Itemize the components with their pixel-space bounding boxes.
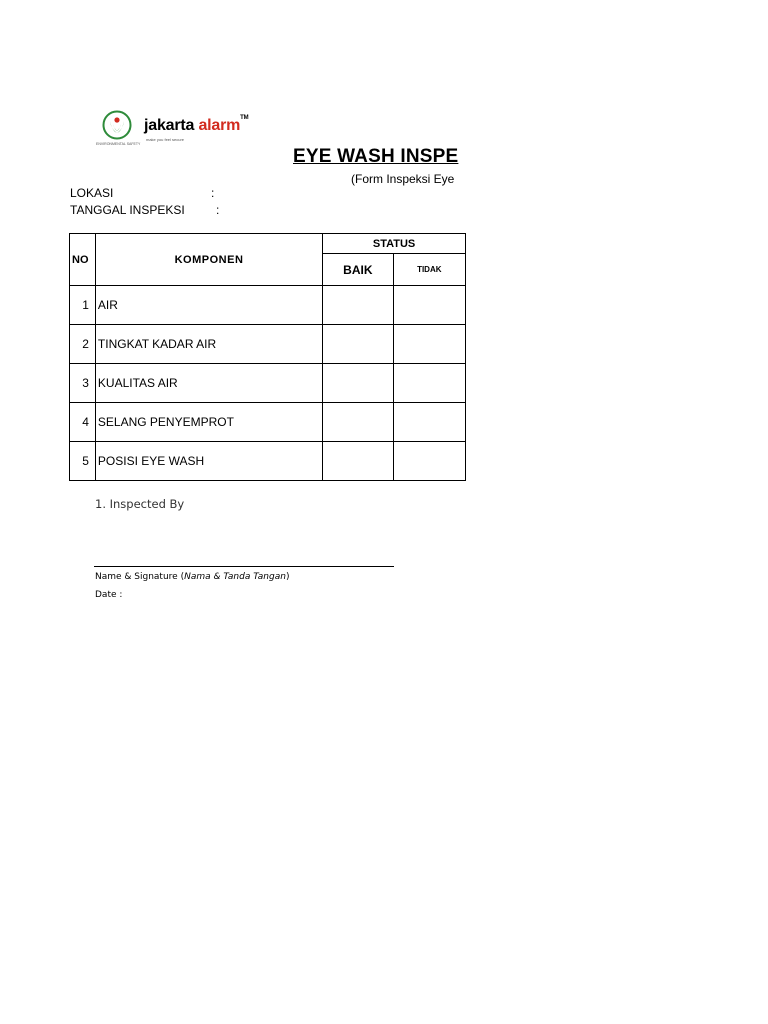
table-row [70, 403, 466, 442]
row-number: 5 [70, 442, 96, 481]
field-label-tanggal: TANGGAL INSPEKSI [70, 203, 185, 217]
column-header-komponen: KOMPONEN [95, 234, 322, 286]
logo-subtext: ENVIRONMENTAL SAFETY [96, 142, 141, 146]
row-number: 2 [70, 325, 96, 364]
row-komponen: AIR [95, 286, 322, 325]
tidak-cell[interactable] [393, 364, 465, 403]
signature-caption-italic: Nama & Tanda Tangan [184, 572, 286, 582]
table-row [70, 364, 466, 403]
baik-cell[interactable] [323, 325, 393, 364]
field-colon-lokasi: : [211, 186, 215, 200]
inspection-table [69, 233, 466, 481]
inspected-by-label: 1. Inspected By [95, 497, 185, 511]
logo-brand-alarm: alarm [198, 117, 241, 134]
logo-tagline: make you feel secure [146, 137, 185, 142]
row-komponen: SELANG PENYEMPROT [95, 403, 322, 442]
field-colon-tanggal: : [216, 203, 220, 217]
table-header-row [70, 234, 466, 254]
signature-line[interactable] [94, 566, 394, 567]
page-subtitle: (Form Inspeksi Eye [351, 172, 455, 186]
row-komponen: KUALITAS AIR [95, 364, 322, 403]
row-number: 4 [70, 403, 96, 442]
row-komponen: POSISI EYE WASH [95, 442, 322, 481]
tidak-cell[interactable] [393, 286, 465, 325]
table-row [70, 286, 466, 325]
row-komponen: TINGKAT KADAR AIR [95, 325, 322, 364]
baik-cell[interactable] [323, 442, 393, 481]
signature-caption-prefix: Name & Signature ( [95, 572, 185, 582]
tidak-cell[interactable] [393, 442, 465, 481]
column-header-tidak: TIDAK [393, 254, 465, 286]
column-header-baik: BAIK [323, 254, 393, 286]
row-number: 1 [70, 286, 96, 325]
baik-cell[interactable] [323, 286, 393, 325]
field-label-lokasi: LOKASI [70, 186, 114, 200]
baik-cell[interactable] [323, 403, 393, 442]
signature-caption-suffix: ) [285, 572, 290, 582]
baik-cell[interactable] [323, 364, 393, 403]
date-label: Date : [95, 590, 123, 600]
signature-caption [95, 572, 289, 582]
logo-trademark: TM [240, 115, 249, 121]
table-row [70, 325, 466, 364]
page-title: EYE WASH INSPE [293, 146, 459, 167]
logo-brand-jakarta: jakarta [144, 117, 195, 134]
tidak-cell[interactable] [393, 403, 465, 442]
column-header-status: STATUS [323, 234, 466, 254]
table-row [70, 442, 466, 481]
column-header-no: NO [70, 234, 96, 286]
row-number: 3 [70, 364, 96, 403]
tidak-cell[interactable] [393, 325, 465, 364]
